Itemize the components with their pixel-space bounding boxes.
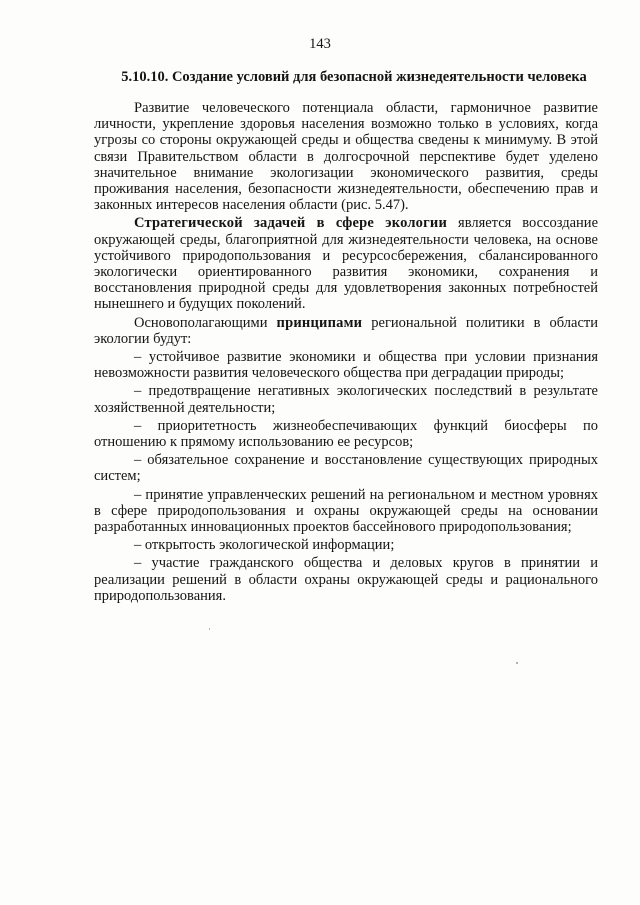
strategic-task-text: является воссоздание окружающей среды, благоприятной для жизнедеятельности человека, на основе устойчивого природопользования и ресурсосбережения, сбалансированного экологически ориентированного развития экономики, сохранения и восстановления природной среды для удовлетворения законных потребностей нынешнего и будущих поколений.	[94, 215, 599, 313]
paragraph-intro: Развитие человеческого потенциала области, гармоничное развитие личности, укрепление здоровья населения возможно только в условиях, когда угрозы со стороны окружающей среды и общества сведены к минимуму. В этой связи Правительством области в долгосрочной перспективе будет уделено значительное внимание экологизации экономического развития, среды проживания населения, безопасности жизнедеятельности, обеспечению прав и законных интересов населения области (рис. 5.47).	[94, 100, 598, 214]
paragraph-principles-intro	[94, 315, 598, 347]
list-item: – приоритетность жизнеобеспечивающих функций биосферы по отношению к прямому использованию ее ресурсов;	[94, 417, 598, 451]
list-item: – предотвращение негативных экологических последствий в результате хозяйственной деятельности;	[94, 383, 598, 416]
section-title: 5.10.10. Создание условий для безопасной жизнедеятельности человека	[121, 69, 587, 85]
list-item: – устойчивое развитие экономики и общества при условии признания невозможности развития человеческого общества при деградации природы;	[94, 349, 598, 382]
list-item: – обязательное сохранение и восстановление существующих природных систем;	[94, 452, 598, 485]
list-item: – открытость экологической информации;	[134, 537, 395, 554]
principles-intro-after: региональной политики в области экологии будут:	[94, 314, 598, 347]
body-text	[94, 100, 598, 606]
paragraph-strategic-task	[94, 215, 598, 312]
page-number: 143	[309, 36, 331, 52]
list-item: – участие гражданского общества и деловых кругов в принятии и реализации решений в области охраны окружающей среды и рационального природопользования.	[94, 555, 598, 604]
principles-bold: принципами	[276, 314, 363, 331]
strategic-task-bold: Стратегической задачей в сфере экологии	[134, 215, 448, 232]
list-item: – принятие управленческих решений на региональном и местном уровнях в сфере природопользования и охраны окружающей среды на основании разработанных инновационных проектов бассейнового природопользования;	[94, 486, 598, 536]
principles-intro-before: Основополагающими	[134, 314, 277, 331]
scan-speck	[209, 628, 210, 630]
scan-speck	[516, 662, 518, 664]
